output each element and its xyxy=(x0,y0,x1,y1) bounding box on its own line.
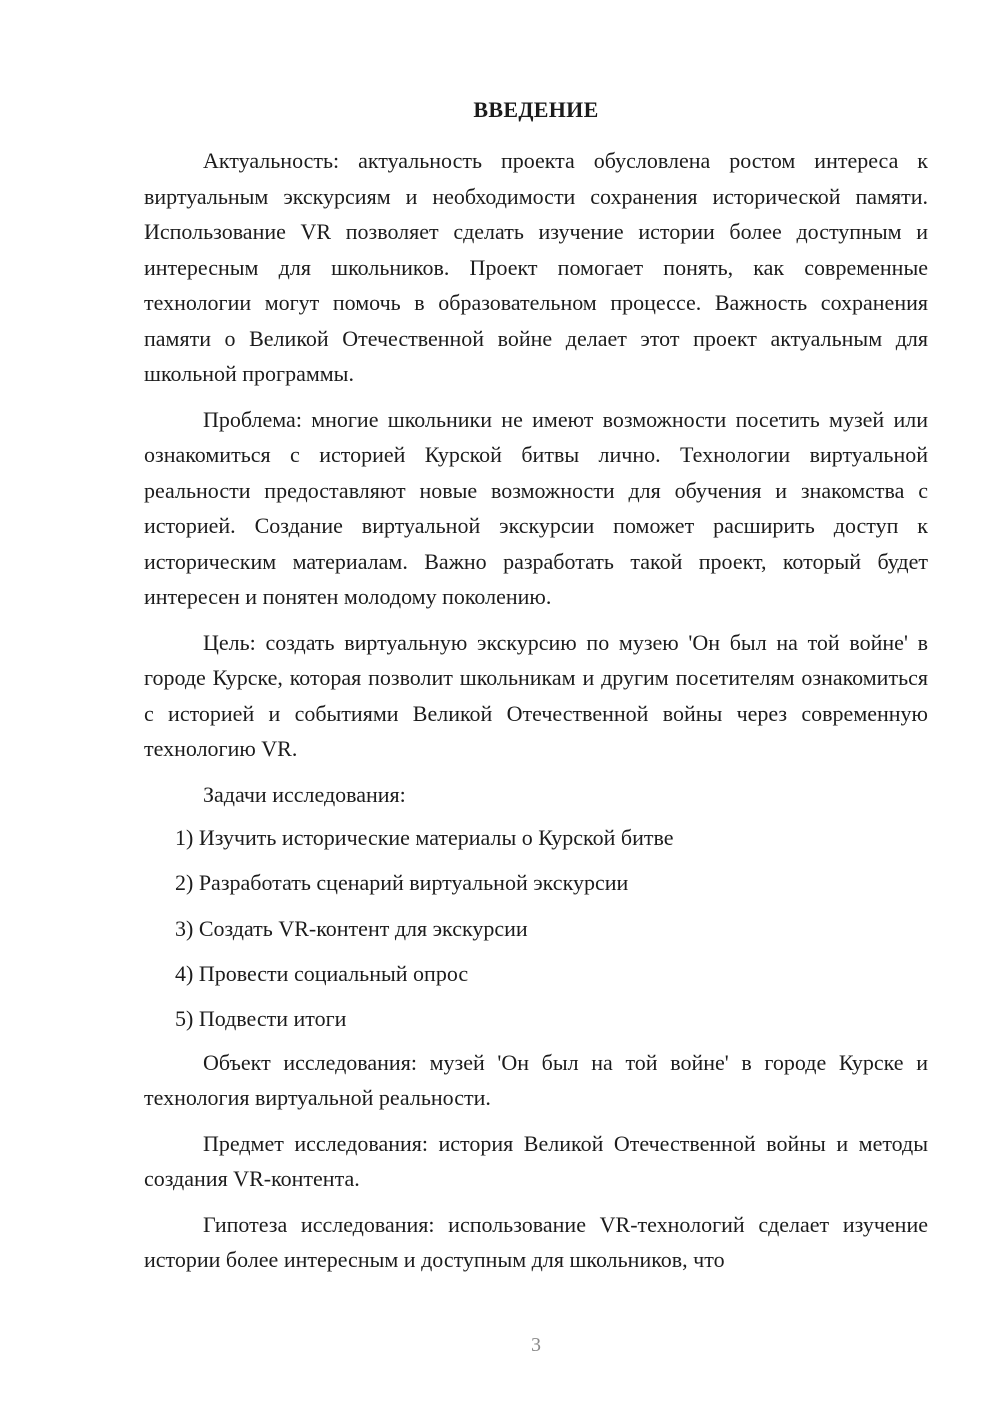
list-item: 4) Провести социальный опрос xyxy=(175,960,469,986)
paragraph-goal: Цель: создать виртуальную экскурсию по музею 'Он был на той войне' в городе Курске, которая позволит школьникам и другим посетителям ознакомиться с историей и событиями Великой Отечественной войны через современную технологию VR. xyxy=(144,629,928,761)
paragraph-hypothesis: Гипотеза исследования: использование VR-технологий сделает изучение истории более интересным и доступным для школьников, что xyxy=(144,1211,928,1273)
paragraph-object: Объект исследования: музей 'Он был на той войне' в городе Курске и технология виртуальной реальности. xyxy=(144,1049,928,1111)
list-item: 1) Изучить исторические материалы о Курской битве xyxy=(175,825,674,850)
paragraph-subject: Предмет исследования: история Великой Отечественной войны и методы создания VR-контента. xyxy=(144,1130,928,1192)
list-item: 2) Разработать сценарий виртуальной экскурсии xyxy=(175,870,629,896)
list-item: 5) Подвести итоги xyxy=(175,1006,347,1032)
tasks-list xyxy=(144,820,928,1037)
page-number: 3 xyxy=(531,1334,541,1356)
paragraph-relevance: Актуальность: актуальность проекта обусловлена ростом интереса к виртуальным экскурсиям и необходимости сохранения исторической памяти. Использование VR позволяет сделать изучение истории более доступным и интересным для школьников. Проект помогает понять, как современные технологии могут помочь в образовательном процессе. Важность сохранения памяти о Великой Отечественной войне делает этот проект актуальным для школьной программы. xyxy=(144,148,928,386)
document-body xyxy=(144,143,928,1288)
list-item: 3) Создать VR-контент для экскурсии xyxy=(175,915,528,941)
section-heading: ВВЕДЕНИЕ xyxy=(473,97,599,122)
paragraph-problem: Проблема: многие школьники не имеют возможности посетить музей или ознакомиться с историей Курской битвы лично. Технологии виртуальной реальности предоставляют новые возможности для обучения и знакомства с историей. Создание виртуальной экскурсии поможет расширить доступ к историческим материалам. Важно разработать такой проект, который будет интересен и понятен молодому поколению. xyxy=(144,406,928,609)
paragraph-tasks-intro: Задачи исследования: xyxy=(203,781,406,807)
